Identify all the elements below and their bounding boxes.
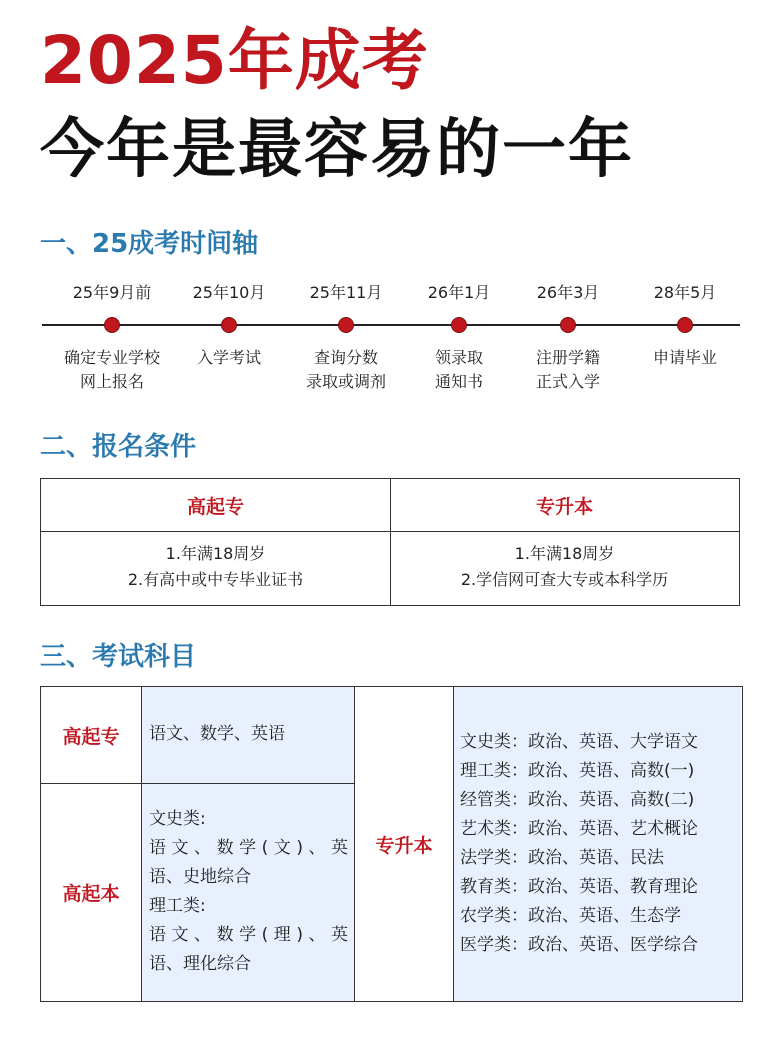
subjects-table — [40, 686, 743, 1002]
subject-line: 理工类：政治、英语、高数(一) — [460, 761, 695, 781]
section-title-timeline: 一、25成考时间轴 — [40, 229, 259, 259]
timeline — [40, 282, 740, 402]
subject-line: 法学类：政治、英语、民法 — [460, 848, 664, 868]
timeline-item — [615, 282, 755, 367]
timeline-date: 28年5月 — [653, 283, 717, 302]
conditions-table — [40, 478, 740, 606]
conditions-header-gqz: 高起专 — [186, 495, 244, 518]
conditions-cell-zsb — [390, 531, 739, 607]
title-line-1: 2025年成考 — [40, 22, 429, 99]
condition-line: 2.学信网可查大专或本科学历 — [460, 570, 669, 589]
timeline-desc-line: 领录取 — [434, 348, 483, 367]
title-line-2: 今年是最容易的一年 — [40, 113, 634, 187]
subject-line: 医学类：政治、英语、医学综合 — [460, 935, 698, 955]
condition-line: 2.有高中或中专毕业证书 — [127, 570, 304, 589]
conditions-cell-gqz — [41, 531, 390, 607]
timeline-dot — [560, 317, 576, 333]
timeline-desc-line: 网上报名 — [79, 372, 144, 391]
subject-line: 经管类：政治、英语、高数(二) — [460, 790, 695, 810]
section-title-subjects: 三、考试科目 — [40, 642, 197, 672]
timeline-dot — [677, 317, 693, 333]
subject-line: 艺术类：政治、英语、艺术概论 — [460, 819, 698, 839]
subject-cell-gqb — [142, 784, 355, 1001]
timeline-desc-line: 正式入学 — [535, 372, 600, 391]
section-title-conditions: 二、报名条件 — [40, 432, 197, 462]
subject-line: 语文、数学(文)、英 — [149, 838, 348, 858]
timeline-desc-line: 通知书 — [434, 372, 483, 391]
subject-line: 语、史地综合 — [149, 867, 251, 887]
timeline-date: 26年1月 — [427, 283, 491, 302]
subject-label-gqz: 高起专 — [41, 687, 142, 784]
timeline-date: 25年9月前 — [72, 283, 152, 302]
timeline-dot — [338, 317, 354, 333]
timeline-axis — [42, 324, 740, 326]
timeline-date: 26年3月 — [536, 283, 600, 302]
timeline-desc-line: 确定专业学校 — [63, 348, 160, 367]
timeline-date: 25年11月 — [309, 283, 383, 302]
timeline-desc-line: 入学考试 — [196, 348, 261, 367]
subject-line: 语、理化综合 — [149, 954, 251, 974]
timeline-desc-line: 注册学籍 — [535, 348, 600, 367]
subject-line: 语文、数学(理)、英 — [149, 925, 348, 945]
condition-line: 1.年满18周岁 — [514, 544, 615, 563]
subject-cell-gqz: 语文、数学、英语 — [142, 687, 355, 784]
timeline-dot — [221, 317, 237, 333]
subject-label-zsb: 专升本 — [355, 687, 454, 1001]
condition-line: 1.年满18周岁 — [165, 544, 266, 563]
timeline-date: 25年10月 — [192, 283, 266, 302]
timeline-dot — [451, 317, 467, 333]
conditions-header-zsb: 专升本 — [535, 495, 593, 518]
timeline-desc-line: 查询分数 — [313, 348, 378, 367]
timeline-desc — [615, 346, 755, 370]
subject-cell-zsb — [454, 687, 741, 1001]
timeline-desc-line: 录取或调剂 — [305, 372, 386, 391]
subject-line: 教育类：政治、英语、教育理论 — [460, 877, 698, 897]
timeline-desc-line: 申请毕业 — [652, 348, 717, 367]
subject-line: 文史类: — [149, 809, 206, 829]
subject-line: 农学类：政治、英语、生态学 — [460, 906, 681, 926]
subject-line: 理工类: — [149, 896, 206, 916]
subject-line: 文史类：政治、英语、大学语文 — [460, 732, 698, 752]
timeline-dot — [104, 317, 120, 333]
subject-label-gqb: 高起本 — [41, 784, 142, 1001]
